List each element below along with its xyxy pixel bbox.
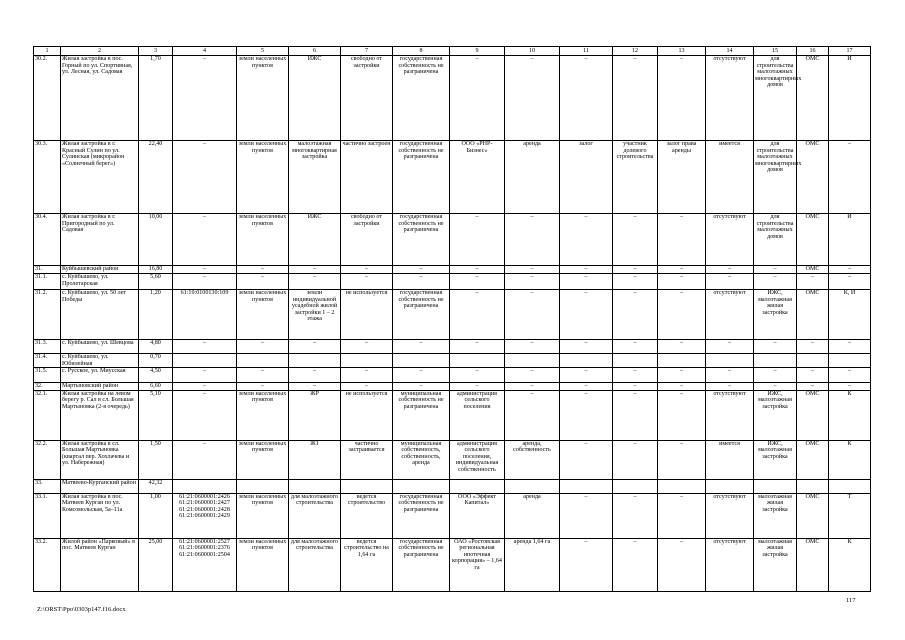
table-cell: отсутствуют — [706, 493, 754, 538]
table-cell: К — [829, 440, 871, 479]
table-cell: 4,80 — [139, 340, 173, 354]
table-row — [34, 274, 871, 290]
table-cell — [754, 479, 797, 493]
column-number: 10 — [505, 47, 560, 56]
table-cell: – — [613, 440, 658, 479]
table-cell — [289, 354, 341, 368]
table-cell: – — [341, 266, 393, 274]
table-cell: – — [173, 141, 237, 214]
table-cell: ОМС — [797, 290, 829, 340]
table-cell: – — [560, 368, 613, 383]
table-cell: – — [505, 56, 560, 141]
table-cell: 0,70 — [139, 354, 173, 368]
table-cell: – — [613, 266, 658, 274]
table-cell: не используется — [341, 390, 393, 440]
table-cell: с. Куйбышево, ул. Юбилейная — [61, 354, 139, 368]
table-cell: отсутствуют — [706, 290, 754, 340]
table-cell: – — [706, 274, 754, 290]
table-cell — [173, 479, 237, 493]
table-cell: 31. — [34, 266, 61, 274]
table-cell: – — [173, 390, 237, 440]
table-cell: не используется — [341, 290, 393, 340]
table-cell: земли индивидуальной усадебной жилой застройки 1 – 2 этажа — [289, 290, 341, 340]
table-cell: – — [450, 56, 505, 141]
table-cell: ОМС — [797, 214, 829, 266]
table-cell: ИЖС, малоэтажная жилая застройка — [754, 290, 797, 340]
table-cell: – — [173, 340, 237, 354]
table-cell: Жилая застройка в г. Пригородный по ул. Садовая — [61, 214, 139, 266]
table-cell: 5,10 — [139, 390, 173, 440]
table-cell: – — [393, 266, 450, 274]
table-row — [34, 266, 871, 274]
table-cell: – — [237, 340, 289, 354]
table-cell: – — [173, 368, 237, 383]
table-cell: – — [560, 56, 613, 141]
table-cell — [829, 479, 871, 493]
file-path: Z:\ORST\Ppo\0303p147.f16.docx — [37, 606, 126, 613]
table-cell: Жилая застройка в пос. Матвеев Курган по ул. Комсомольская, 5а–11а — [61, 493, 139, 538]
table-cell: К — [829, 538, 871, 591]
table-cell: Жилая застройка на левом берегу р. Сал в сл. Большая Мартыновка (2-я очередь) — [61, 390, 139, 440]
territory-table — [33, 46, 871, 592]
table-cell: – — [613, 290, 658, 340]
table-cell: государственная собственность не разграничена — [393, 290, 450, 340]
table-cell: – — [505, 214, 560, 266]
table-cell: с. Куйбышево, ул. Пролетарская — [61, 274, 139, 290]
table-cell: ОАО «Ростовская региональная ипотечная корпорация» – 1,64 га — [450, 538, 505, 591]
table-cell — [658, 479, 706, 493]
table-cell: К, И — [829, 290, 871, 340]
table-cell: земли населенных пунктов — [237, 56, 289, 141]
table-cell: малоэтажная жилая застройка — [754, 493, 797, 538]
table-cell: администрация сельского поселения — [450, 390, 505, 440]
table-cell: – — [613, 383, 658, 391]
table-cell — [754, 354, 797, 368]
table-row — [34, 538, 871, 591]
table-cell: И — [829, 214, 871, 266]
table-cell: для строительства малоэтажных многоквартирных домов — [754, 56, 797, 141]
table-cell: – — [505, 290, 560, 340]
table-cell: администрация сельского поселения, индивидуальная собственность — [450, 440, 505, 479]
table-cell: – — [754, 340, 797, 354]
table-cell: земли населенных пунктов — [237, 141, 289, 214]
table-cell: – — [450, 290, 505, 340]
table-cell: – — [797, 383, 829, 391]
table-cell — [393, 354, 450, 368]
table-row — [34, 479, 871, 493]
column-number: 11 — [560, 47, 613, 56]
table-cell: ОМС — [797, 390, 829, 440]
table-cell: Жилой район «Парковый» в пос. Матвеев Курган — [61, 538, 139, 591]
table-cell: 1,50 — [139, 440, 173, 479]
table-cell: земли населенных пунктов — [237, 440, 289, 479]
table-cell: залог права аренды — [658, 141, 706, 214]
table-cell: 61:21:0600001:2527 61:21:0600001:2376 61:21:0600001:2504 — [173, 538, 237, 591]
column-number: 13 — [658, 47, 706, 56]
table-cell: – — [829, 274, 871, 290]
table-cell: отсутствуют — [706, 56, 754, 141]
table-cell: 30.3. — [34, 141, 61, 214]
table-cell — [829, 354, 871, 368]
table-cell: – — [393, 383, 450, 391]
table-row — [34, 440, 871, 479]
table-cell: для строительства малоэтажных домов — [754, 214, 797, 266]
table-cell: земли населенных пунктов — [237, 214, 289, 266]
table-cell: 30.2. — [34, 56, 61, 141]
table-cell: отсутствуют — [706, 214, 754, 266]
table-cell: ОМС — [797, 440, 829, 479]
table-cell: частично застраивается — [341, 440, 393, 479]
table-cell: ведется строительство — [341, 493, 393, 538]
table-cell: – — [613, 56, 658, 141]
table-cell: – — [560, 440, 613, 479]
table-cell: – — [560, 290, 613, 340]
table-cell: с. Куйбышево, ул. Шевцова — [61, 340, 139, 354]
table-cell: ОМС — [797, 56, 829, 141]
table-cell: – — [505, 390, 560, 440]
table-cell: 10,00 — [139, 214, 173, 266]
table-cell: – — [341, 340, 393, 354]
table-cell: – — [289, 383, 341, 391]
table-cell: свободно от застройки — [341, 56, 393, 141]
table-cell: – — [658, 274, 706, 290]
table-cell: – — [829, 340, 871, 354]
table-cell: – — [173, 214, 237, 266]
table-cell: – — [289, 340, 341, 354]
table-cell — [658, 354, 706, 368]
table-cell: для малоэтажного строительства — [289, 493, 341, 538]
table-cell: государственная собственность не разграничена — [393, 214, 450, 266]
table-cell: – — [237, 368, 289, 383]
table-cell: – — [393, 368, 450, 383]
table-row — [34, 354, 871, 368]
table-cell: с. Куйбышево, ул. 50 лет Победы — [61, 290, 139, 340]
table-cell: – — [560, 274, 613, 290]
table-cell: Куйбышевский район — [61, 266, 139, 274]
table-cell: – — [613, 390, 658, 440]
table-cell: – — [289, 274, 341, 290]
table-cell: – — [829, 141, 871, 214]
table-cell: – — [173, 383, 237, 391]
table-cell: 31.2. — [34, 290, 61, 340]
table-cell: – — [706, 340, 754, 354]
table-cell: 31.1. — [34, 274, 61, 290]
table-cell: – — [658, 266, 706, 274]
table-cell: К — [829, 390, 871, 440]
table-cell: 16,80 — [139, 266, 173, 274]
table-cell: – — [173, 266, 237, 274]
table-cell: Жилая застройка в сл. Большая Мартыновка (квартал пер. Хохлачева и ул. Набережная) — [61, 440, 139, 479]
table-cell: залог — [560, 141, 613, 214]
table-cell: – — [829, 266, 871, 274]
table-cell: – — [613, 493, 658, 538]
table-cell: 1,00 — [139, 493, 173, 538]
table-cell: ОМС — [797, 141, 829, 214]
table-cell: земли населенных пунктов — [237, 390, 289, 440]
table-cell — [797, 354, 829, 368]
table-cell: 30.4. — [34, 214, 61, 266]
table-cell: для малоэтажного строительства — [289, 538, 341, 591]
table-cell — [613, 354, 658, 368]
table-cell: – — [560, 538, 613, 591]
table-cell: 1,70 — [139, 56, 173, 141]
column-number: 4 — [173, 47, 237, 56]
column-number: 12 — [613, 47, 658, 56]
table-cell: – — [450, 383, 505, 391]
table-cell: земли населенных пунктов — [237, 538, 289, 591]
table-cell: – — [450, 214, 505, 266]
table-cell: для строительства малоэтажных многоквартирных домов — [754, 141, 797, 214]
table-cell: отсутствуют — [706, 390, 754, 440]
column-number: 17 — [829, 47, 871, 56]
table-cell: 31.3. — [34, 340, 61, 354]
table-cell: малоэтажная многоквартирная застройка — [289, 141, 341, 214]
table-cell: 4,50 — [139, 368, 173, 383]
table-cell: 31.4. — [34, 354, 61, 368]
table-cell: ИЖС, малоэтажная застройка — [754, 390, 797, 440]
table-cell: ОМС — [797, 266, 829, 274]
table-cell: ООО «РНР-Бизнес» — [450, 141, 505, 214]
table-cell: – — [658, 340, 706, 354]
column-number: 2 — [61, 47, 139, 56]
table-cell: ведется строительство на 1,64 га — [341, 538, 393, 591]
table-cell: – — [613, 538, 658, 591]
table-cell: – — [658, 56, 706, 141]
table-cell: – — [505, 266, 560, 274]
table-cell: 32.1. — [34, 390, 61, 440]
table-cell: – — [237, 274, 289, 290]
table-cell: имеется — [706, 141, 754, 214]
table-cell: – — [658, 493, 706, 538]
table-cell: – — [341, 274, 393, 290]
table-row — [34, 493, 871, 538]
table-cell: – — [505, 340, 560, 354]
table-cell: муниципальная собственность, собственность, аренда — [393, 440, 450, 479]
table-cell — [560, 479, 613, 493]
table-cell: малоэтажная жилая застройка — [754, 538, 797, 591]
table-cell: Жилая застройка в г. Красный Сулин по ул. Сулинская (микрорайон «Солнечный берег») — [61, 141, 139, 214]
table-cell: 33. — [34, 479, 61, 493]
table-cell: – — [797, 368, 829, 383]
table-cell: – — [829, 383, 871, 391]
table-cell: 33.1. — [34, 493, 61, 538]
table-cell — [706, 354, 754, 368]
table-cell — [289, 479, 341, 493]
table-cell — [613, 479, 658, 493]
table-cell: – — [658, 214, 706, 266]
column-number: 9 — [450, 47, 505, 56]
page-number: 117 — [846, 597, 856, 604]
column-number: 16 — [797, 47, 829, 56]
table-cell: – — [560, 383, 613, 391]
table-cell: земли населенных пунктов — [237, 493, 289, 538]
table-cell: – — [560, 214, 613, 266]
table-cell: участник долевого строительства — [613, 141, 658, 214]
column-number: 3 — [139, 47, 173, 56]
table-cell: ОМС — [797, 538, 829, 591]
table-cell: – — [706, 368, 754, 383]
column-number: 7 — [341, 47, 393, 56]
table-cell: – — [393, 340, 450, 354]
table-cell: И — [829, 56, 871, 141]
table-cell: 25,00 — [139, 538, 173, 591]
table-cell: Матвеево-Курганский район — [61, 479, 139, 493]
table-cell: государственная собственность не разграничена — [393, 538, 450, 591]
table-cell: – — [658, 538, 706, 591]
table-cell: – — [173, 440, 237, 479]
table-cell: свободно от застройки — [341, 214, 393, 266]
table-cell: государственная собственность не разграничена — [393, 141, 450, 214]
table-cell: ИЖС — [289, 56, 341, 141]
table-cell — [173, 354, 237, 368]
table-cell: – — [754, 368, 797, 383]
table-cell: – — [450, 340, 505, 354]
table-row — [34, 340, 871, 354]
table-row — [34, 214, 871, 266]
table-cell: – — [613, 368, 658, 383]
table-cell: – — [658, 383, 706, 391]
table-cell — [797, 479, 829, 493]
table-cell: – — [706, 266, 754, 274]
table-cell: 22,40 — [139, 141, 173, 214]
table-cell — [706, 479, 754, 493]
table-cell: – — [658, 290, 706, 340]
table-cell: – — [754, 266, 797, 274]
table-cell: – — [797, 340, 829, 354]
table-cell: – — [450, 266, 505, 274]
table-row — [34, 290, 871, 340]
table-cell: – — [450, 274, 505, 290]
table-cell: государственная собственность не разграничена — [393, 56, 450, 141]
table-cell: – — [237, 266, 289, 274]
table-cell: – — [658, 368, 706, 383]
table-cell: ЖР — [289, 390, 341, 440]
table-cell: 61:21:0600001:2426 61:21:0600001:2427 61:21:0600001:2428 61:21:0600001:2429 — [173, 493, 237, 538]
table-cell: – — [505, 274, 560, 290]
table-cell — [341, 354, 393, 368]
table-cell: 1,20 — [139, 290, 173, 340]
table-cell: – — [613, 274, 658, 290]
column-number: 8 — [393, 47, 450, 56]
table-cell: частично застроен — [341, 141, 393, 214]
table-cell — [505, 354, 560, 368]
column-number: 6 — [289, 47, 341, 56]
table-cell — [341, 479, 393, 493]
table-cell: – — [173, 56, 237, 141]
table-cell: 32.2. — [34, 440, 61, 479]
table-cell: – — [658, 440, 706, 479]
table-cell: – — [289, 266, 341, 274]
table-cell — [450, 354, 505, 368]
table-cell: – — [289, 368, 341, 383]
table-cell: – — [341, 368, 393, 383]
table-cell: 6,60 — [139, 383, 173, 391]
table-cell: муниципальная собственность не разграничена — [393, 390, 450, 440]
table-row — [34, 141, 871, 214]
table-cell: ООО «Эффект Капитал» — [450, 493, 505, 538]
table-cell: с. Русское, ул. Миусская — [61, 368, 139, 383]
table-cell: – — [560, 390, 613, 440]
table-cell: Жилая застройка в пос. Горный по ул. Спортивная, ул. Лесная, ул. Садовая — [61, 56, 139, 141]
header-row — [34, 47, 871, 56]
table-cell — [505, 479, 560, 493]
table-cell: – — [613, 214, 658, 266]
table-cell: – — [560, 493, 613, 538]
column-number: 1 — [34, 47, 61, 56]
table-cell: 61:19:0100130:109 — [173, 290, 237, 340]
table-cell: – — [341, 383, 393, 391]
table-cell: аренда, собственность — [505, 440, 560, 479]
table-cell: 32. — [34, 383, 61, 391]
column-number: 5 — [237, 47, 289, 56]
table-cell: – — [797, 274, 829, 290]
table-cell: – — [706, 383, 754, 391]
table-row — [34, 56, 871, 141]
table-cell: государственная собственность не разграничена — [393, 493, 450, 538]
table-cell: – — [237, 383, 289, 391]
table-row — [34, 368, 871, 383]
table-cell: – — [560, 340, 613, 354]
table-row — [34, 390, 871, 440]
table-cell: отсутствуют — [706, 538, 754, 591]
table-cell: – — [560, 266, 613, 274]
column-number: 14 — [706, 47, 754, 56]
table-cell — [560, 354, 613, 368]
table-cell — [237, 479, 289, 493]
table-cell: Ж1 — [289, 440, 341, 479]
table-cell — [237, 354, 289, 368]
table-cell: ОМС — [797, 493, 829, 538]
table-cell: – — [450, 368, 505, 383]
table-cell: аренда — [505, 141, 560, 214]
table-cell: ИЖС — [289, 214, 341, 266]
table-cell: 31.5. — [34, 368, 61, 383]
table-cell: – — [505, 368, 560, 383]
table-cell — [393, 479, 450, 493]
table-cell: – — [505, 383, 560, 391]
table-cell: – — [754, 383, 797, 391]
table-cell: – — [754, 274, 797, 290]
table-cell: – — [829, 368, 871, 383]
table-cell: – — [173, 274, 237, 290]
table-cell: – — [658, 390, 706, 440]
table-cell: аренда 1,64 га — [505, 538, 560, 591]
table-cell: – — [393, 274, 450, 290]
table-cell: 42,32 — [139, 479, 173, 493]
table-cell: – — [613, 340, 658, 354]
table-cell: земли населенных пунктов — [237, 290, 289, 340]
table-cell: имеется — [706, 440, 754, 479]
table-cell: Мартыновский район — [61, 383, 139, 391]
column-number: 15 — [754, 47, 797, 56]
table-row — [34, 383, 871, 391]
table-cell: 5,60 — [139, 274, 173, 290]
table-cell — [450, 479, 505, 493]
table-cell: аренда — [505, 493, 560, 538]
table-cell: ИЖС, малоэтажная застройка — [754, 440, 797, 479]
table-cell: 33.2. — [34, 538, 61, 591]
table-cell: Т — [829, 493, 871, 538]
